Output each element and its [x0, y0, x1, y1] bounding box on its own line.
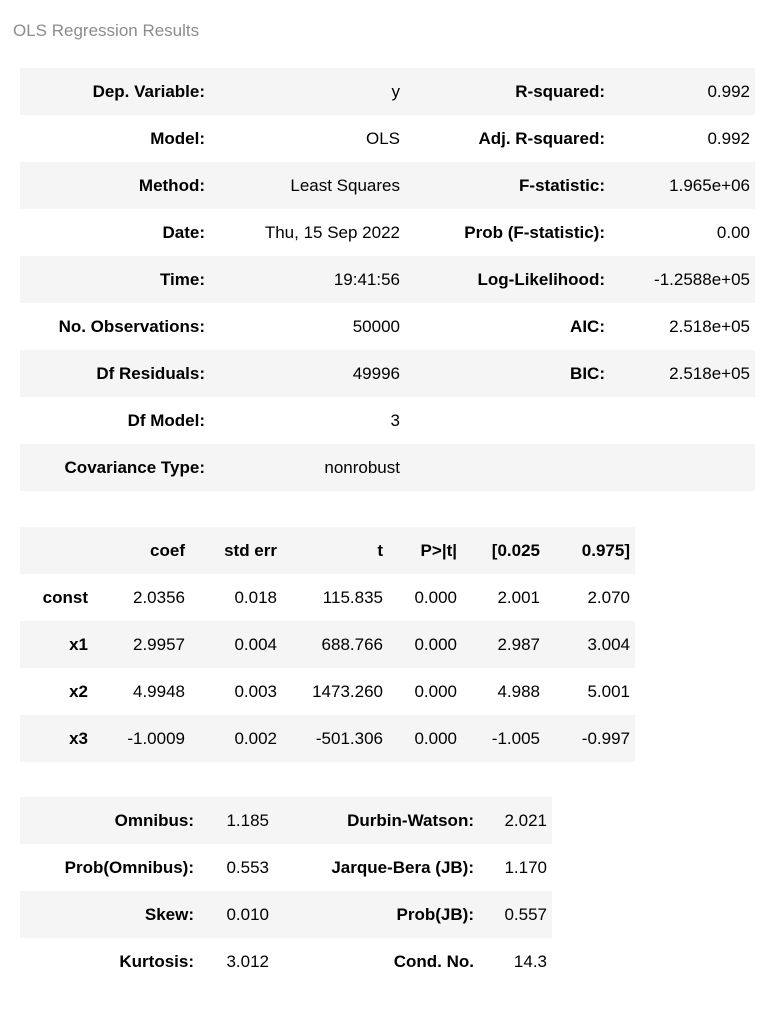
- coef-row: [20, 715, 635, 762]
- coef-row-label: x2: [69, 682, 88, 701]
- diagnostics-label-cell: Jarque-Bera (JB):: [331, 858, 474, 877]
- diagnostics-label-cell: Prob(Omnibus):: [64, 858, 194, 877]
- diagnostics-value-cell: 1.170: [504, 858, 547, 877]
- summary-value-cell: 50000: [352, 317, 400, 336]
- coef-header-cell: [20, 527, 93, 574]
- coef-value-cell: 1473.260: [312, 682, 383, 701]
- summary-label-cell: BIC:: [570, 364, 605, 383]
- coefficients-table: [20, 527, 635, 762]
- summary-label-cell: F-statistic:: [519, 176, 605, 195]
- summary-label-cell: Df Model:: [127, 411, 205, 430]
- summary-value-cell: 0.992: [707, 129, 750, 148]
- summary-row: [20, 115, 755, 162]
- diagnostics-label-cell: Durbin-Watson:: [347, 811, 474, 830]
- coef-value-cell: 2.001: [497, 588, 540, 607]
- coef-value-cell: 2.070: [587, 588, 630, 607]
- diagnostics-label-cell: Skew:: [144, 905, 194, 924]
- coef-value-cell: -501.306: [315, 729, 383, 748]
- coef-header-cell: [0.025: [491, 541, 540, 560]
- summary-value-cell: 0.992: [707, 82, 750, 101]
- summary-label-cell: Covariance Type:: [64, 458, 205, 477]
- summary-row: [20, 397, 755, 444]
- coef-row-label: x1: [69, 635, 88, 654]
- summary-value-cell: 2.518e+05: [669, 364, 750, 383]
- summary-label-cell: Model:: [150, 129, 205, 148]
- diagnostics-label-cell: Cond. No.: [393, 952, 474, 971]
- coef-value-cell: 2.987: [497, 635, 540, 654]
- coef-value-cell: 0.002: [234, 729, 277, 748]
- diagnostics-row: [20, 891, 552, 938]
- report-title: OLS Regression Results: [13, 21, 200, 40]
- summary-value-cell: Least Squares: [290, 176, 400, 195]
- coef-value-cell: 0.003: [234, 682, 277, 701]
- coef-value-cell: 4.9948: [133, 682, 185, 701]
- coef-value-cell: 3.004: [587, 635, 630, 654]
- summary-label-cell: [405, 397, 610, 444]
- summary-row: [20, 303, 755, 350]
- coef-value-cell: 0.000: [414, 682, 457, 701]
- coef-value-cell: -0.997: [581, 729, 630, 748]
- coef-value-cell: 115.835: [322, 588, 383, 607]
- diagnostics-value-cell: 3.012: [226, 952, 269, 971]
- summary-label-cell: Method:: [138, 176, 205, 195]
- coef-header-cell: std err: [224, 541, 277, 560]
- summary-label-cell: Adj. R-squared:: [478, 129, 605, 148]
- diagnostics-value-cell: 0.553: [226, 858, 269, 877]
- model-summary-table: [20, 68, 755, 491]
- coef-value-cell: 0.000: [414, 729, 457, 748]
- summary-row: [20, 68, 755, 115]
- coef-value-cell: 2.9957: [133, 635, 185, 654]
- coef-value-cell: -1.005: [491, 729, 540, 748]
- diagnostics-value-cell: 14.3: [513, 952, 547, 971]
- coef-row: [20, 668, 635, 715]
- coef-header-cell: t: [377, 541, 383, 560]
- summary-row: [20, 162, 755, 209]
- summary-value-cell: 49996: [352, 364, 400, 383]
- diagnostics-value-cell: 1.185: [226, 811, 269, 830]
- coef-value-cell: 0.000: [414, 588, 457, 607]
- summary-value-cell: 19:41:56: [333, 270, 400, 289]
- coef-header-cell: P>|t|: [420, 541, 457, 560]
- coef-header-cell: coef: [150, 541, 185, 560]
- summary-row: [20, 444, 755, 491]
- coef-row-label: const: [42, 588, 88, 607]
- diagnostics-value-cell: 0.557: [504, 905, 547, 924]
- summary-label-cell: AIC:: [570, 317, 605, 336]
- summary-label-cell: [405, 444, 610, 491]
- summary-label-cell: Dep. Variable:: [92, 82, 205, 101]
- summary-label-cell: Prob (F-statistic):: [464, 223, 605, 242]
- diagnostics-row: [20, 844, 552, 891]
- coef-value-cell: 0.018: [234, 588, 277, 607]
- coef-header-row: [20, 527, 635, 574]
- summary-value-cell: -1.2588e+05: [654, 270, 750, 289]
- diagnostics-label-cell: Omnibus:: [114, 811, 194, 830]
- diagnostics-table: [20, 797, 552, 985]
- diagnostics-label-cell: Prob(JB):: [396, 905, 474, 924]
- coef-value-cell: 0.000: [414, 635, 457, 654]
- summary-value-cell: OLS: [365, 129, 400, 148]
- coef-value-cell: 688.766: [321, 635, 383, 654]
- coef-row: [20, 574, 635, 621]
- coef-value-cell: 5.001: [587, 682, 630, 701]
- coef-value-cell: 2.0356: [133, 588, 185, 607]
- summary-value-cell: Thu, 15 Sep 2022: [264, 223, 400, 242]
- coef-value-cell: 4.988: [497, 682, 540, 701]
- summary-row: [20, 350, 755, 397]
- diagnostics-row: [20, 938, 552, 985]
- diagnostics-row: [20, 797, 552, 844]
- summary-label-cell: Time:: [159, 270, 205, 289]
- summary-value-cell: 1.965e+06: [669, 176, 750, 195]
- summary-label-cell: R-squared:: [515, 82, 605, 101]
- summary-value-cell: [610, 397, 755, 444]
- summary-value-cell: 0.00: [716, 223, 750, 242]
- summary-value-cell: 3: [390, 411, 400, 430]
- summary-value-cell: nonrobust: [324, 458, 400, 477]
- diagnostics-value-cell: 2.021: [504, 811, 547, 830]
- summary-value-cell: [610, 444, 755, 491]
- coef-value-cell: 0.004: [234, 635, 277, 654]
- summary-row: [20, 256, 755, 303]
- coef-row: [20, 621, 635, 668]
- coef-value-cell: -1.0009: [127, 729, 185, 748]
- summary-label-cell: Log-Likelihood:: [477, 270, 605, 289]
- summary-label-cell: Date:: [162, 223, 205, 242]
- coef-header-cell: 0.975]: [581, 541, 630, 560]
- coef-row-label: x3: [69, 729, 88, 748]
- summary-value-cell: y: [391, 82, 400, 101]
- summary-row: [20, 209, 755, 256]
- summary-label-cell: No. Observations:: [58, 317, 205, 336]
- summary-value-cell: 2.518e+05: [669, 317, 750, 336]
- diagnostics-value-cell: 0.010: [226, 905, 269, 924]
- diagnostics-label-cell: Kurtosis:: [119, 952, 194, 971]
- summary-label-cell: Df Residuals:: [96, 364, 205, 383]
